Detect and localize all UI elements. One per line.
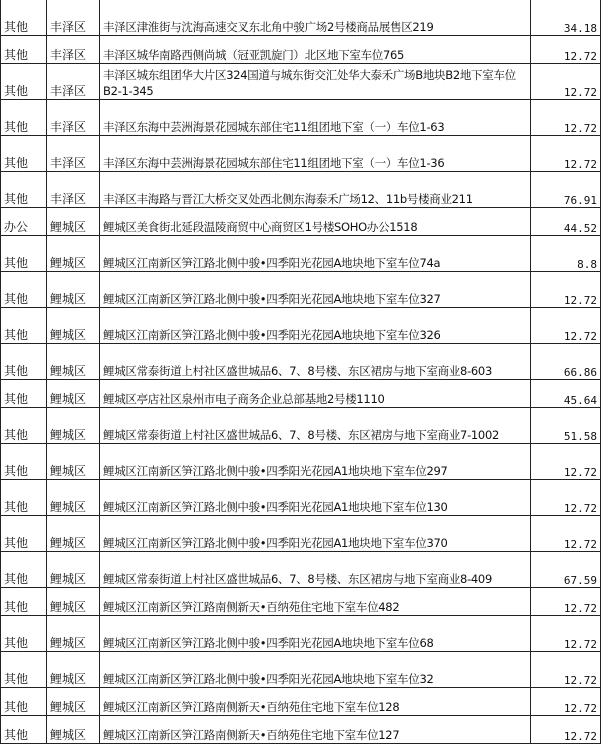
district-cell: 丰泽区 <box>47 136 100 172</box>
location-cell: 鲤城区江南新区笋江路北侧中骏•四季阳光花园A地块地下室车位32 <box>100 652 531 688</box>
area-cell: 66.86 <box>531 344 601 380</box>
area-cell: 12.72 <box>531 480 601 516</box>
district-cell: 丰泽区 <box>47 172 100 208</box>
table-row <box>1 172 601 208</box>
table-row <box>1 236 601 272</box>
district-cell: 鲤城区 <box>47 552 100 588</box>
district-cell: 丰泽区 <box>47 64 100 100</box>
table-row <box>1 136 601 172</box>
area-cell: 12.72 <box>531 688 601 716</box>
table-row <box>1 444 601 480</box>
property-type-cell: 其他 <box>1 36 47 64</box>
district-cell: 鲤城区 <box>47 208 100 236</box>
property-type-cell: 其他 <box>1 516 47 552</box>
area-cell: 12.72 <box>531 36 601 64</box>
property-type-cell: 其他 <box>1 616 47 652</box>
area-cell: 12.72 <box>531 516 601 552</box>
property-type-cell: 办公 <box>1 208 47 236</box>
area-cell: 12.72 <box>531 64 601 100</box>
property-type-cell: 其他 <box>1 716 47 744</box>
district-cell: 鲤城区 <box>47 272 100 308</box>
area-cell: 8.8 <box>531 236 601 272</box>
table-row <box>1 272 601 308</box>
table-row <box>1 716 601 744</box>
area-cell: 12.72 <box>531 444 601 480</box>
table-row <box>1 652 601 688</box>
location-cell: 丰泽区城华南路西侧尚城（冠亚凯旋门）北区地下室车位765 <box>100 36 531 64</box>
area-cell: 51.58 <box>531 408 601 444</box>
district-cell: 鲤城区 <box>47 716 100 744</box>
property-type-cell: 其他 <box>1 588 47 616</box>
location-cell: 鲤城区亭店社区泉州市电子商务企业总部基地2号楼1110 <box>100 380 531 408</box>
location-cell: 鲤城区常泰街道上村社区盛世城品6、7、8号楼、东区裙房与地下室商业8-603 <box>100 344 531 380</box>
table-row <box>1 408 601 444</box>
table-row <box>1 344 601 380</box>
location-cell: 丰泽区津淮街与沈海高速交叉东北角中骏广场2号楼商品展售区219 <box>100 0 531 36</box>
district-cell: 鲤城区 <box>47 408 100 444</box>
area-cell: 34.18 <box>531 0 601 36</box>
area-cell: 12.72 <box>531 100 601 136</box>
location-cell: 鲤城区江南新区笋江路北侧中骏•四季阳光花园A1地块地下室车位370 <box>100 516 531 552</box>
table-row <box>1 308 601 344</box>
district-cell: 丰泽区 <box>47 36 100 64</box>
location-cell: 鲤城区江南新区笋江路北侧中骏•四季阳光花园A地块地下室车位74a <box>100 236 531 272</box>
table-row <box>1 380 601 408</box>
property-type-cell: 其他 <box>1 552 47 588</box>
property-type-cell: 其他 <box>1 0 47 36</box>
location-cell: 丰泽区城东组团华大片区324国道与城东街交汇处华大泰禾广场B地块B2地下室车位B2-1-345 <box>100 64 531 100</box>
area-cell: 12.72 <box>531 716 601 744</box>
district-cell: 鲤城区 <box>47 444 100 480</box>
property-type-cell: 其他 <box>1 100 47 136</box>
location-cell: 丰泽区东海中芸洲海景花园城东部住宅11组团地下室（一）车位1-36 <box>100 136 531 172</box>
area-cell: 12.72 <box>531 136 601 172</box>
table-row <box>1 516 601 552</box>
location-cell: 鲤城区常泰街道上村社区盛世城品6、7、8号楼、东区裙房与地下室商业7-1002 <box>100 408 531 444</box>
district-cell: 鲤城区 <box>47 588 100 616</box>
district-cell: 鲤城区 <box>47 344 100 380</box>
location-cell: 鲤城区江南新区笋江路北侧中骏•四季阳光花园A地块地下室车位326 <box>100 308 531 344</box>
area-cell: 12.72 <box>531 652 601 688</box>
table-row <box>1 480 601 516</box>
table-row <box>1 588 601 616</box>
location-cell: 鲤城区江南新区笋江路北侧中骏•四季阳光花园A1地块地下室车位297 <box>100 444 531 480</box>
table-row <box>1 64 601 100</box>
property-type-cell: 其他 <box>1 136 47 172</box>
table-row <box>1 208 601 236</box>
area-cell: 12.72 <box>531 588 601 616</box>
location-cell: 鲤城区江南新区笋江路北侧中骏•四季阳光花园A1地块地下室车位130 <box>100 480 531 516</box>
table-row <box>1 0 601 36</box>
district-cell: 鲤城区 <box>47 616 100 652</box>
district-cell: 鲤城区 <box>47 516 100 552</box>
property-type-cell: 其他 <box>1 688 47 716</box>
property-type-cell: 其他 <box>1 344 47 380</box>
district-cell: 鲤城区 <box>47 236 100 272</box>
property-type-cell: 其他 <box>1 380 47 408</box>
district-cell: 鲤城区 <box>47 480 100 516</box>
district-cell: 鲤城区 <box>47 688 100 716</box>
location-cell: 鲤城区美食街北延段温陵商贸中心商贸区1号楼SOHO办公1518 <box>100 208 531 236</box>
property-type-cell: 其他 <box>1 444 47 480</box>
district-cell: 鲤城区 <box>47 652 100 688</box>
location-cell: 丰泽区东海中芸洲海景花园城东部住宅11组团地下室（一）车位1-63 <box>100 100 531 136</box>
district-cell: 鲤城区 <box>47 308 100 344</box>
property-type-cell: 其他 <box>1 308 47 344</box>
district-cell: 鲤城区 <box>47 380 100 408</box>
area-cell: 45.64 <box>531 380 601 408</box>
property-type-cell: 其他 <box>1 236 47 272</box>
table-row <box>1 616 601 652</box>
table-row <box>1 100 601 136</box>
area-cell: 12.72 <box>531 308 601 344</box>
area-cell: 67.59 <box>531 552 601 588</box>
property-type-cell: 其他 <box>1 172 47 208</box>
property-type-cell: 其他 <box>1 64 47 100</box>
location-cell: 鲤城区江南新区笋江路南侧新天•百纳苑住宅地下室车位127 <box>100 716 531 744</box>
area-cell: 76.91 <box>531 172 601 208</box>
property-type-cell: 其他 <box>1 480 47 516</box>
district-cell: 丰泽区 <box>47 100 100 136</box>
location-cell: 鲤城区江南新区笋江路北侧中骏•四季阳光花园A地块地下室车位327 <box>100 272 531 308</box>
table-row <box>1 36 601 64</box>
district-cell: 丰泽区 <box>47 0 100 36</box>
location-cell: 鲤城区常泰街道上村社区盛世城品6、7、8号楼、东区裙房与地下室商业8-409 <box>100 552 531 588</box>
property-type-cell: 其他 <box>1 408 47 444</box>
property-type-cell: 其他 <box>1 272 47 308</box>
location-cell: 丰泽区丰海路与晋江大桥交叉处西北侧东海泰禾广场12、11b号楼商业211 <box>100 172 531 208</box>
area-cell: 44.52 <box>531 208 601 236</box>
table-row <box>1 552 601 588</box>
table-row <box>1 688 601 716</box>
area-cell: 12.72 <box>531 616 601 652</box>
location-cell: 鲤城区江南新区笋江路南侧新天•百纳苑住宅地下室车位482 <box>100 588 531 616</box>
area-cell: 12.72 <box>531 272 601 308</box>
property-type-cell: 其他 <box>1 652 47 688</box>
location-cell: 鲤城区江南新区笋江路北侧中骏•四季阳光花园A地块地下室车位68 <box>100 616 531 652</box>
location-cell: 鲤城区江南新区笋江路南侧新天•百纳苑住宅地下室车位128 <box>100 688 531 716</box>
